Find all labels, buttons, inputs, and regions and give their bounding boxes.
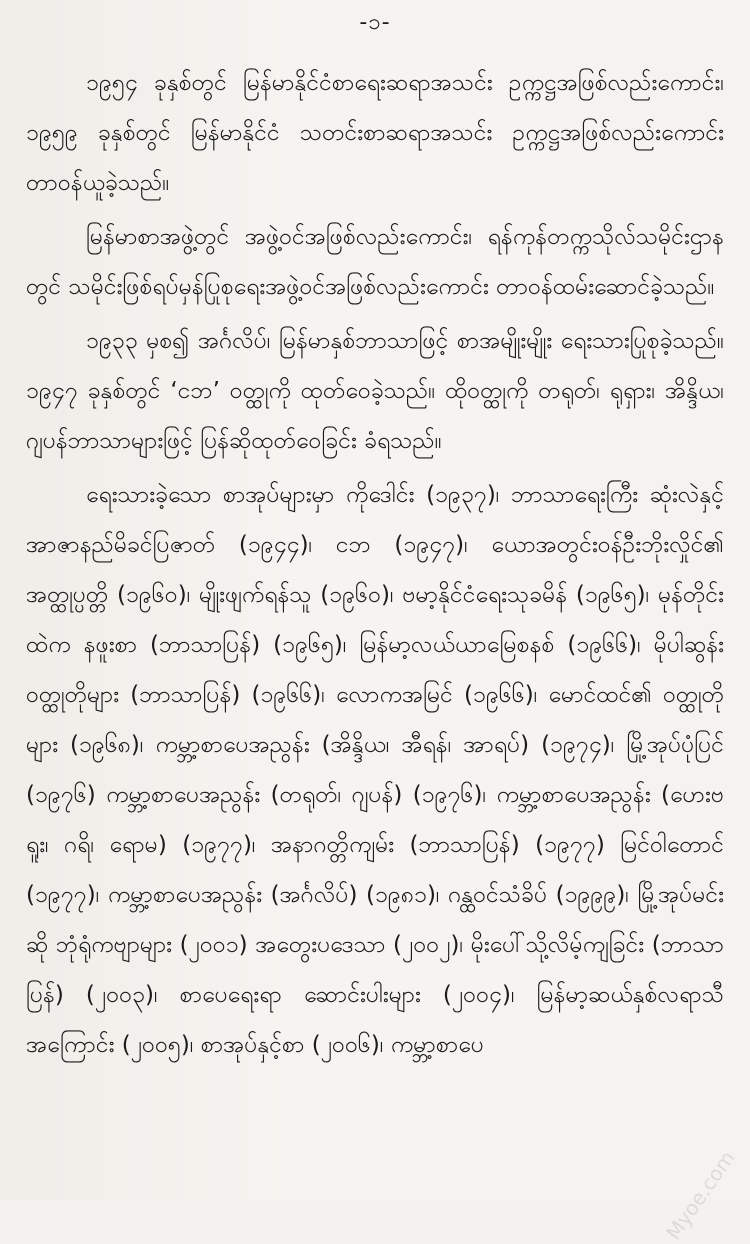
watermark: Myoe.com — [661, 1146, 740, 1244]
paragraph-2: မြန်မာစာအဖွဲ့တွင် အဖွဲ့ဝင်အဖြစ်လည်းကောင်း၊ ရန်ကုန်တက္ကသိုလ်သမိုင်းဌာနတွင် သမိုင်းဖြစ်ရပ်မှန်ပြုစုရေးအဖွဲ့ဝင်အဖြစ်လည်းကောင်း တာဝန်ထမ်းဆောင်ခဲ့သည်။ — [26, 224, 724, 300]
paragraph-1: ၁၉၅၄ ခုနှစ်တွင် မြန်မာနိုင်ငံစာရေးဆရာအသင်း ဥက္ကဋ္ဌအဖြစ်လည်းကောင်း၊ ၁၉၅၉ ခုနှစ်တွင် မြန်မာနိုင်ငံ သတင်းစာဆရာအသင်း ဥက္ကဋ္ဌအဖြစ်လည်းကောင်း တာဝန်ယူခဲ့သည်။ — [26, 70, 724, 196]
page-number: -၁- — [359, 10, 391, 35]
paragraph-4: ရေးသားခဲ့သော စာအုပ်များမှာ ကိုဒေါင်း (၁၉၃၇)၊ ဘာသာရေးကြီး ဆုံးလဲနှင့် အာဇာနည်မိခင်ပြဇာတ် (၁၉၄၄)၊ ငဘ (၁၉၄၇)၊ ယောအတွင်းဝန်ဦးဘိုးလှိုင်၏ အတ္ထုပ္ပတ္တိ (၁၉၆၀)၊ မျိုးဖျက်ရန်သူ (၁၉၆၀)၊ ဗမာ့နိုင်ငံရေးသုခမိန် (၁၉၆၅)၊ မုန်တိုင်းထဲက နဖူးစာ (ဘာသာပြန်) (၁၉၆၅)၊ မြန်မာ့လယ်ယာမြေစနစ် (၁၉၆၆)၊ မိုပါဆွန်းဝတ္ထုတိုများ (ဘာသာပြန်) (၁၉၆၆)၊ လောကအမြင် (၁၉၆၆)၊ မောင်ထင်၏ ဝတ္ထုတိုများ (၁၉၆၈)၊ ကမ္ဘာ့စာပေအညွန်း (အိန္ဒိယ၊ အီရန်၊ အာရပ်) (၁၉၇၄)၊ မြို့အုပ်ပုံပြင် (၁၉၇၆) ကမ္ဘာ့စာပေအညွန်း (တရုတ်၊ ဂျပန်) (၁၉၇၆)၊ ကမ္ဘာ့စာပေအညွန်း (ဟေးဗရူး၊ ဂရိ၊ ရောမ) (၁၉၇၇)၊ အနာဂတ္တိကျမ်း (ဘာသာပြန်) (၁၉၇၇) မြင်ဝါတောင် (၁၉၇၇)၊ ကမ္ဘာ့စာပေအညွန်း (အင်္ဂလိပ်) (၁၉၈၁)၊ ဂန္ထဝင်သံခိပ် (၁၉၉၉)၊ မြို့အုပ်မင်းဆို ဘုံရုံကဗျာများ (၂၀၀၁) အတွေးပဒေသာ (၂၀၀၂)၊ မိုးပေါ်သို့လိမ့်ကျခြင်း (ဘာသာပြန်) (၂၀၀၃)၊ စာပေရေးရာ ဆောင်းပါးများ (၂၀၀၄)၊ မြန်မာ့ဆယ်နှစ်လရာသီအကြောင်း (၂၀၀၅)၊ စာအုပ်နှင့်စာ (၂၀၀၆)၊ ကမ္ဘာ့စာပေ — [26, 482, 724, 1058]
paragraph-3: ၁၉၃၃ မှစ၍ အင်္ဂလိပ်၊ မြန်မာနှစ်ဘာသာဖြင့် စာအမျိုးမျိုး ရေးသားပြုစုခဲ့သည်။ ၁၉၄၇ ခုနှစ်တွင် ‘ငဘ’ ဝတ္ထုကို ထုတ်ဝေခဲ့သည်။ ထိုဝတ္ထုကို တရုတ်၊ ရုရှား၊ အိန္ဒိယ၊ ဂျပန်ဘာသာများဖြင့် ပြန်ဆိုထုတ်ဝေခြင်း ခံရသည်။ — [26, 328, 724, 454]
